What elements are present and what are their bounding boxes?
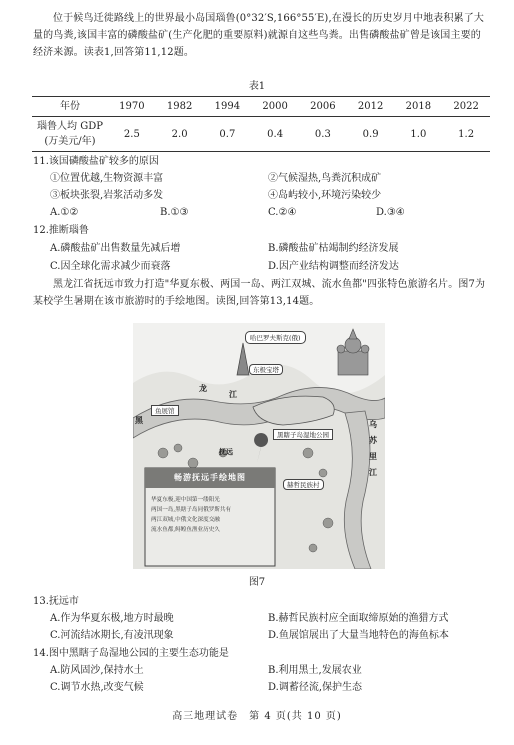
q13-option-b[interactable]: B.赫哲民族村应全面取缔原始的渔猎方式 <box>268 613 449 624</box>
year-cell: 2018 <box>395 97 443 117</box>
gdp-label-line2: (万美元/年) <box>44 136 96 147</box>
q14-option-a[interactable]: A.防风固沙,保持水土 <box>50 665 144 676</box>
q14-option-c[interactable]: C.调节水热,改变气候 <box>50 682 144 693</box>
page-footer: 高三地理试卷 第 4 页(共 10 页) <box>172 711 342 722</box>
q12-option-c[interactable]: C.因全球化需求减少而衰落 <box>50 261 171 272</box>
q13-option-a[interactable]: A.作为华夏东极,地方时最晚 <box>50 613 174 624</box>
map-river-char: 黑 <box>135 415 143 425</box>
year-cell: 2012 <box>347 97 395 117</box>
map-river-char: 江 <box>229 389 237 399</box>
intro-paragraph-2: 黑龙江省抚远市致力打造"华夏东极、两国一岛、两江双城、流水鱼都"四张特色旅游名片。图7为某校学生暑期在该市旅游时的手绘地图。读图,回答第13,14题。 <box>33 279 486 307</box>
q11-option-c[interactable]: C.②④ <box>268 207 297 218</box>
hand-drawn-map <box>133 323 385 569</box>
label-fish-museum: 鱼展馆 <box>151 405 179 416</box>
gdp-cell: 1.2 <box>442 117 490 152</box>
figure-caption: 图7 <box>248 577 266 588</box>
map-river-char: 江 <box>369 467 377 477</box>
gdp-row-label <box>32 117 108 152</box>
map-city-label: 抚远 <box>219 447 233 456</box>
label-hezhe-village: 赫哲民族村 <box>283 479 324 490</box>
q13-option-d[interactable]: D.鱼展馆展出了大量当地特色的海鱼标本 <box>268 630 449 641</box>
gdp-cell: 0.9 <box>347 117 395 152</box>
signboard-line: 两江双城,中俄文化深度交融 <box>151 517 220 523</box>
year-cell: 2022 <box>442 97 490 117</box>
q14-option-d[interactable]: D.调蓄径流,保护生态 <box>268 682 363 693</box>
intro-paragraph-1: 位于候鸟迁徙路线上的世界最小岛国瑙鲁(0°32′S,166°55′E),在漫长的历史岁月中地表积累了大量的鸟粪,该国丰富的磷酸盐矿(生产化肥的重要原料)就源自这些鸟粪。出售磷酸盐矿曾是该国主要的经济来源。读表1,回答第11,12题。 <box>33 13 485 58</box>
signboard-line: 流水鱼都,鲟鳇鱼渔业历史久 <box>151 527 220 533</box>
year-label: 年份 <box>32 97 108 117</box>
q11-statement-4: ④岛屿较小,环境污染较少 <box>268 190 382 201</box>
map-river-char: 龙 <box>199 383 207 393</box>
map-river-char: 乌 <box>369 419 377 429</box>
gdp-cell: 2.5 <box>108 117 156 152</box>
year-cell: 2006 <box>299 97 347 117</box>
q14-option-b[interactable]: B.利用黑土,发展农业 <box>268 665 362 676</box>
q11-stem: 11.该国磷酸盐矿较多的原因 <box>33 156 159 167</box>
q14-stem: 14.图中黑瞎子岛湿地公园的主要生态功能是 <box>33 648 229 659</box>
label-dongji-pagoda: 东极宝塔 <box>249 364 283 375</box>
q11-option-d[interactable]: D.③④ <box>376 207 405 218</box>
label-khabarovsk: 哈巴罗夫斯克(俄) <box>245 331 306 344</box>
signboard-title: 畅游抚远手绘地图 <box>174 472 246 482</box>
signboard-line: 华夏东极,迎中国第一缕阳光 <box>151 497 220 503</box>
gdp-cell: 0.7 <box>204 117 252 152</box>
year-cell: 1982 <box>156 97 204 117</box>
map-river-char: 里 <box>369 451 377 461</box>
khabarovsk-church-icon <box>337 329 369 375</box>
q11-statement-2: ②气候湿热,鸟粪沉积成矿 <box>268 173 382 184</box>
table-row <box>32 117 490 152</box>
q11-statement-1: ①位置优越,生物资源丰富 <box>50 173 164 184</box>
q12-option-b[interactable]: B.磷酸盐矿枯竭制约经济发展 <box>268 243 399 254</box>
map-river-char: 苏 <box>369 435 377 445</box>
dongji-pagoda-icon <box>237 343 249 375</box>
signboard-text <box>151 495 271 535</box>
q12-option-d[interactable]: D.因产业结构调整而经济发达 <box>268 261 399 272</box>
table-caption: 表1 <box>248 81 266 92</box>
q11-option-a[interactable]: A.①② <box>50 207 79 218</box>
q11-option-b[interactable]: B.①③ <box>160 207 189 218</box>
gdp-cell: 2.0 <box>156 117 204 152</box>
q11-statement-3: ③板块张裂,岩浆活动多发 <box>50 190 164 201</box>
table-1 <box>32 96 490 152</box>
q13-option-c[interactable]: C.河流结冰期长,有凌汛现象 <box>50 630 174 641</box>
gdp-label-line1: 瑙鲁人均 GDP <box>37 121 103 132</box>
q12-option-a[interactable]: A.磷酸盐矿出售数量先减后增 <box>50 243 181 254</box>
gdp-cell: 0.4 <box>251 117 299 152</box>
q13-stem: 13.抚远市 <box>33 596 79 607</box>
signboard-line: 两国一岛,黑瞎子岛同俄罗斯共有 <box>151 507 232 513</box>
table-header-row <box>32 97 490 117</box>
year-cell: 1994 <box>204 97 252 117</box>
year-cell: 2000 <box>251 97 299 117</box>
q12-stem: 12.推断瑙鲁 <box>33 225 89 236</box>
label-wetland-park: 黑瞎子岛湿地公园 <box>273 429 333 440</box>
year-cell: 1970 <box>108 97 156 117</box>
gdp-cell: 0.3 <box>299 117 347 152</box>
gdp-cell: 1.0 <box>395 117 443 152</box>
